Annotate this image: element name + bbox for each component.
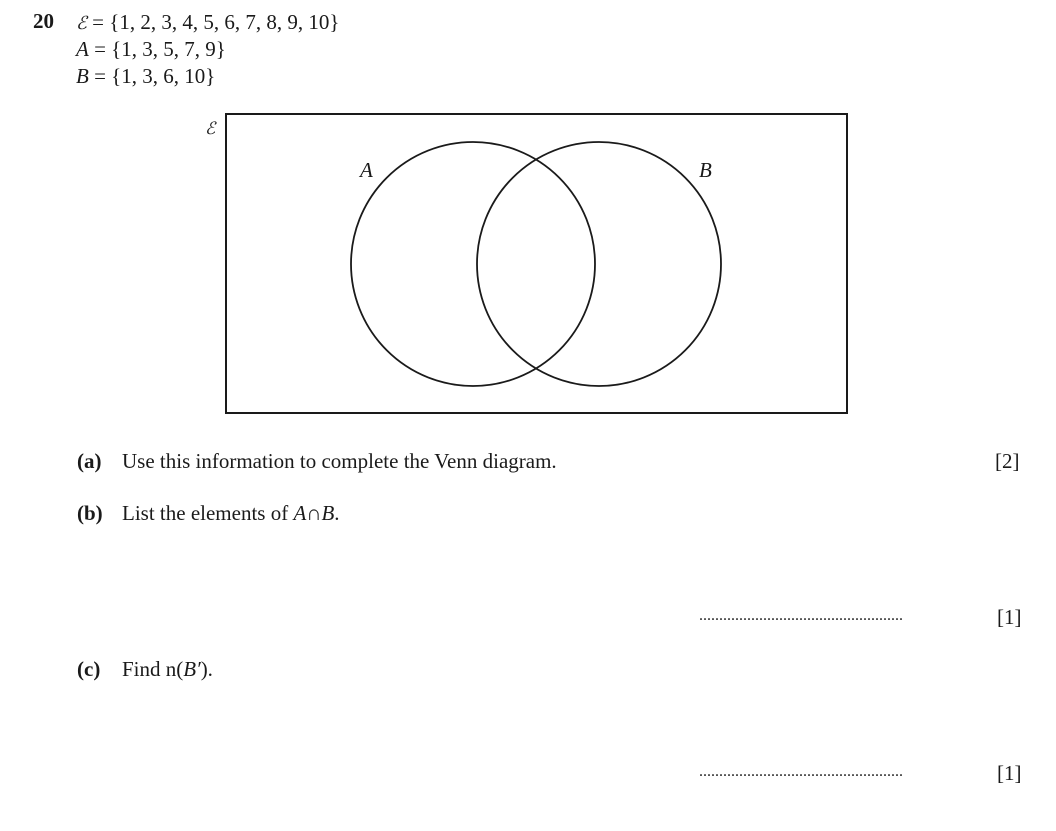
- set-a-line: [76, 36, 226, 62]
- set-b-name: B: [76, 64, 89, 88]
- part-b-label: (b): [77, 501, 103, 525]
- circle-a[interactable]: [351, 142, 595, 386]
- set-b-line: [76, 63, 215, 89]
- universal-set-rectangle[interactable]: [226, 114, 847, 413]
- part-b-marks: [1]: [997, 605, 1022, 629]
- part-b-question: [122, 500, 340, 526]
- universal-set-definition: = {1, 2, 3, 4, 5, 6, 7, 8, 9, 10}: [92, 10, 340, 34]
- set-a-name: A: [76, 37, 89, 61]
- part-b-text-suffix: .: [334, 501, 340, 525]
- part-c-marks: [1]: [997, 761, 1022, 785]
- part-c-expression: B′: [183, 657, 201, 681]
- universal-set-label: ℰ: [205, 119, 216, 139]
- part-a-label: (a): [77, 449, 102, 473]
- part-a-text: Use this information to complete the Venn diagram.: [122, 449, 557, 473]
- part-a-marks: [2]: [995, 449, 1020, 473]
- universal-set-symbol: ℰ: [76, 13, 87, 34]
- set-a-definition: = {1, 3, 5, 7, 9}: [94, 37, 226, 61]
- part-c-text-suffix: ).: [200, 657, 213, 681]
- part-b-answer-line[interactable]: ...................................................: [699, 607, 903, 624]
- part-b-expression: A∩B: [293, 501, 335, 525]
- circle-b[interactable]: [477, 142, 721, 386]
- question-number: 20: [33, 9, 54, 33]
- part-c-label: (c): [77, 657, 101, 681]
- part-b-text-prefix: List the elements of: [122, 501, 294, 525]
- set-b-definition: = {1, 3, 6, 10}: [94, 64, 216, 88]
- part-c-question: [122, 656, 213, 682]
- part-c-text-prefix: Find n(: [122, 657, 184, 681]
- circle-b-label: B: [699, 158, 712, 182]
- part-c-answer-line[interactable]: ...................................................: [699, 763, 903, 780]
- universal-set-line: [76, 9, 339, 37]
- circle-a-label: A: [360, 158, 373, 182]
